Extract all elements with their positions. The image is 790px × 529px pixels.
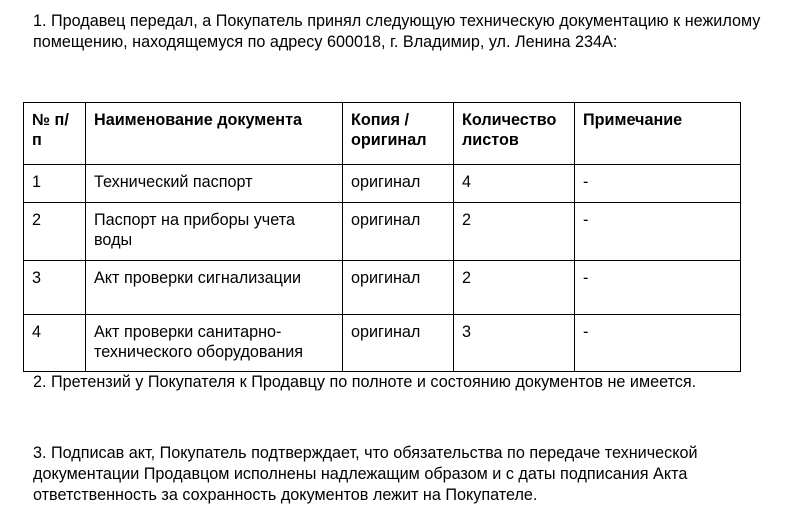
cell-number: 1	[24, 165, 86, 203]
cell-document-name: Технический паспорт	[86, 165, 343, 203]
cell-copy-original: оригинал	[343, 261, 454, 315]
cell-note: -	[575, 315, 741, 372]
header-copy-original: Копия / оригинал	[343, 103, 454, 165]
cell-number: 2	[24, 203, 86, 261]
cell-copy-original: оригинал	[343, 315, 454, 372]
cell-copy-original: оригинал	[343, 203, 454, 261]
header-note: Примечание	[575, 103, 741, 165]
cell-document-name: Акт проверки сигнализации	[86, 261, 343, 315]
table-header-row	[24, 103, 741, 165]
intro-paragraph: 1. Продавец передал, а Покупатель принял следующую техническую документацию к нежилому помещению, находящемуся по адресу 600018, г. Владимир, ул. Ленина 234А:	[33, 12, 761, 51]
cell-sheet-count: 2	[454, 261, 575, 315]
cell-note: -	[575, 203, 741, 261]
header-sheet-count: Количество листов	[454, 103, 575, 165]
table-row	[24, 261, 741, 315]
header-number: № п/п	[24, 103, 86, 165]
table-row	[24, 315, 741, 372]
cell-number: 3	[24, 261, 86, 315]
cell-note: -	[575, 165, 741, 203]
table-row	[24, 165, 741, 203]
cell-note: -	[575, 261, 741, 315]
header-document-name: Наименование документа	[86, 103, 343, 165]
cell-sheet-count: 3	[454, 315, 575, 372]
clause-3-paragraph: 3. Подписав акт, Покупатель подтверждает, что обязательства по передаче технической документации Продавцом исполнены надлежащим образом и с даты подписания Акта ответственность за сохранность документов лежит на Покупателе.	[33, 444, 698, 504]
cell-sheet-count: 2	[454, 203, 575, 261]
cell-number: 4	[24, 315, 86, 372]
cell-document-name: Паспорт на приборы учета воды	[86, 203, 343, 261]
documentation-table	[23, 102, 741, 372]
cell-sheet-count: 4	[454, 165, 575, 203]
table-row	[24, 203, 741, 261]
cell-document-name: Акт проверки санитарно-технического оборудования	[86, 315, 343, 372]
cell-copy-original: оригинал	[343, 165, 454, 203]
clause-2-paragraph: 2. Претензий у Покупателя к Продавцу по полноте и состоянию документов не имеется.	[33, 373, 697, 391]
